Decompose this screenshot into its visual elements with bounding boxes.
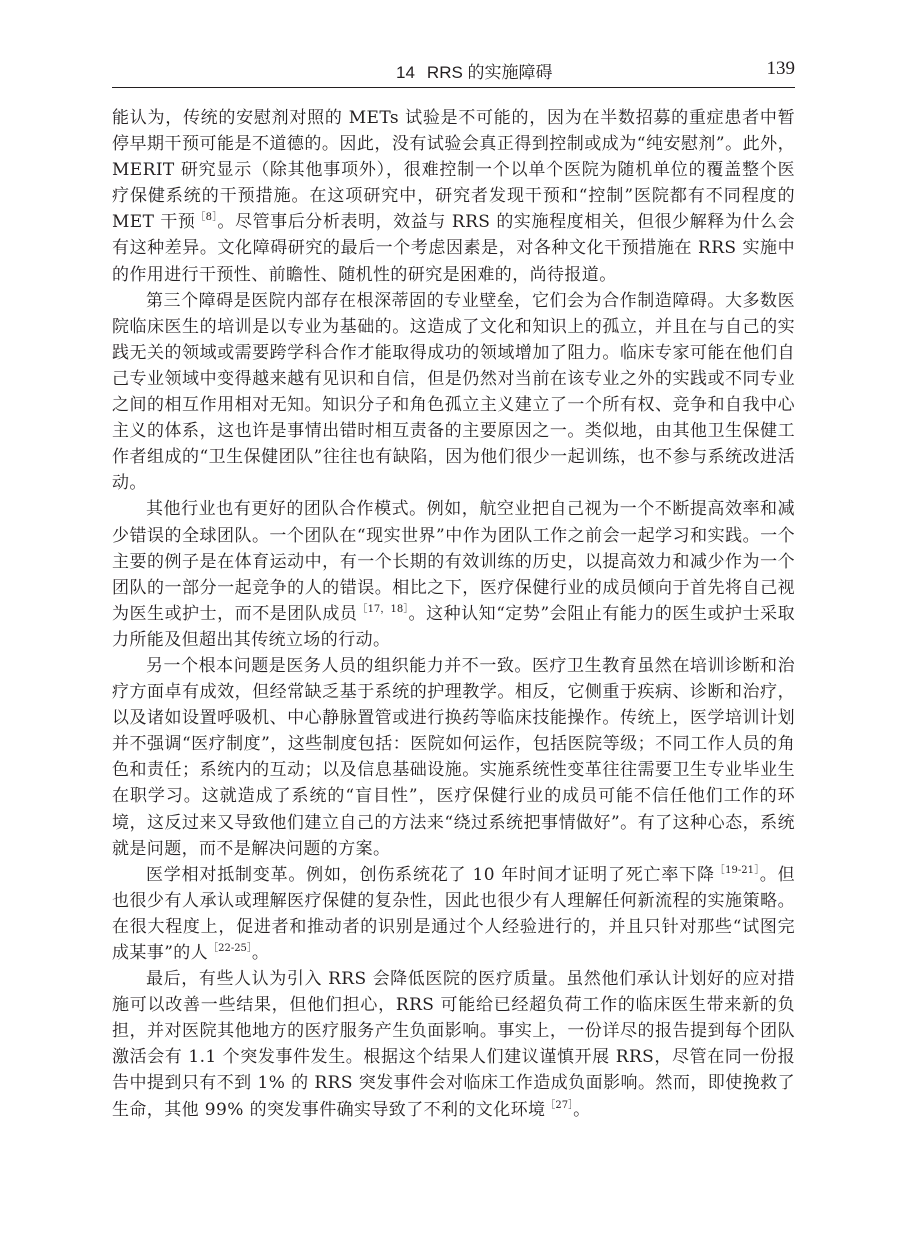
citation-ref: ［22-25］ xyxy=(208,943,252,954)
running-head xyxy=(396,58,553,83)
paragraph-text: 。尽管事后分析表明，效益与 RRS 的实施程度相关，但很少解释为什么会有这种差异。文化障碍研究的最后一个考虑因素是，对各种文化干预措施在 RRS 实施中的作用进行干预性、前瞻性、随机性的研究是困难的，尚待报道。 xyxy=(112,212,795,285)
paragraph xyxy=(112,496,795,653)
paragraph-text: 。 xyxy=(573,1099,591,1120)
paragraph xyxy=(112,105,795,288)
paragraph-text: 最后，有些人认为引入 RRS 会降低医院的医疗质量。虽然他们承认计划好的应对措施可以改善一些结果，但他们担心，RRS 可能给已经超负荷工作的临床医生带来新的负担，并对医院其他地方的医疗服务产生负面影响。事实上，一份详尽的报告提到每个团队激活会有 1.1 个突发事件发生。根据这个结果人们建议谨慎开展 RRS，尽管在同一份报告中提到只有不到 1% 的 RRS 突发事件会对临床工作造成负面影响。然而，即使挽救了生命，其他 99% 的突发事件确实导致了不利的文化环境 xyxy=(112,969,795,1120)
header-rule xyxy=(112,87,795,88)
paragraph-text: 能认为，传统的安慰剂对照的 METs 试验是不可能的，因为在半数招募的重症患者中暂停早期干预可能是不道德的。因此，没有试验会真正得到控制或成为“纯安慰剂”。此外，MERIT 研究显示（除其他事项外），很难控制一个以单个医院为随机单位的覆盖整个医疗保健系统的干预措施。在这项研究中，研究者发现干预和“控制”医院都有不同程度的 MET 干预 xyxy=(112,108,795,233)
paragraph-text: 。但也很少有人承认或理解医疗保健的复杂性，因此也很少有人理解任何新流程的实施策略。在很大程度上，促进者和推动者的识别是通过个人经验进行的，并且只针对那些“试图完成某事”的人 xyxy=(112,864,795,963)
chapter-title: RRS 的实施障碍 xyxy=(426,63,553,82)
page-header xyxy=(112,44,795,90)
paragraph-text: 其他行业也有更好的团队合作模式。例如，航空业把自己视为一个不断提高效率和减少错误的全球团队。一个团队在“现实世界”中作为团队工作之前会一起学习和实践。一个主要的例子是在体育运动中，有一个长期的有效训练的历史，以提高效力和减少作为一个团队的一部分一起竞争的人的错误。相比之下，医疗保健行业的成员倾向于首先将自己视为医生或护士，而不是团队成员 xyxy=(112,499,795,624)
paragraph xyxy=(112,653,795,862)
body-text xyxy=(112,105,795,1123)
paragraph-text: 。这种认知“定势”会阻止有能力的医生或护士采取力所能及但超出其传统立场的行动。 xyxy=(112,603,795,650)
citation-ref: ［8］ xyxy=(195,212,218,224)
paragraph xyxy=(112,288,795,497)
citation-ref: ［19-21］ xyxy=(714,864,760,876)
citation-ref: ［27］ xyxy=(545,1099,574,1111)
paragraph xyxy=(112,966,795,1123)
paragraph-text: 医学相对抵制变革。例如，创伤系统花了 10 年时间才证明了死亡率下降 xyxy=(146,864,715,885)
paragraph xyxy=(112,862,795,966)
citation-ref: ［17，18］ xyxy=(357,603,409,615)
paragraph-text: 第三个障碍是医院内部存在根深蒂固的专业壁垒，它们会为合作制造障碍。大多数医院临床医生的培训是以专业为基础的。这造成了文化和知识上的孤立，并且在与自己的实践无关的领域或需要跨学科合作才能取得成功的领域增加了阻力。临床专家可能在他们自己专业领域中变得越来越有见识和自信，但是仍然对当前在该专业之外的实践或不同专业之间的相互作用相对无知。知识分子和角色孤立主义建立了一个所有权、竞争和自我中心主义的体系，这也许是事情出错时相互责备的主要原因之一。类似地，由其他卫生保健工作者组成的“卫生保健团队”往往也有缺陷，因为他们很少一起训练，也不参与系统改进活动。 xyxy=(112,290,795,494)
page-number: 139 xyxy=(766,58,795,79)
paragraph-text: 。 xyxy=(251,943,270,963)
paragraph-text: 另一个根本问题是医务人员的组织能力并不一致。医疗卫生教育虽然在培训诊断和治疗方面卓有成效，但经常缺乏基于系统的护理教学。相反，它侧重于疾病、诊断和治疗，以及诸如设置呼吸机、中心静脉置管或进行换药等临床技能操作。传统上，医学培训计划并不强调“医疗制度”，这些制度包括：医院如何运作，包括医院等级；不同工作人员的角色和责任；系统内的互动；以及信息基础设施。实施系统性变革往往需要卫生专业毕业生在职学习。这就造成了系统的“盲目性”，医疗保健行业的成员可能不信任他们工作的环境，这反过来又导致他们建立自己的方法来“绕过系统把事情做好”。有了这种心态，系统就是问题，而不是解决问题的方案。 xyxy=(112,655,795,859)
chapter-number: 14 xyxy=(396,63,415,82)
